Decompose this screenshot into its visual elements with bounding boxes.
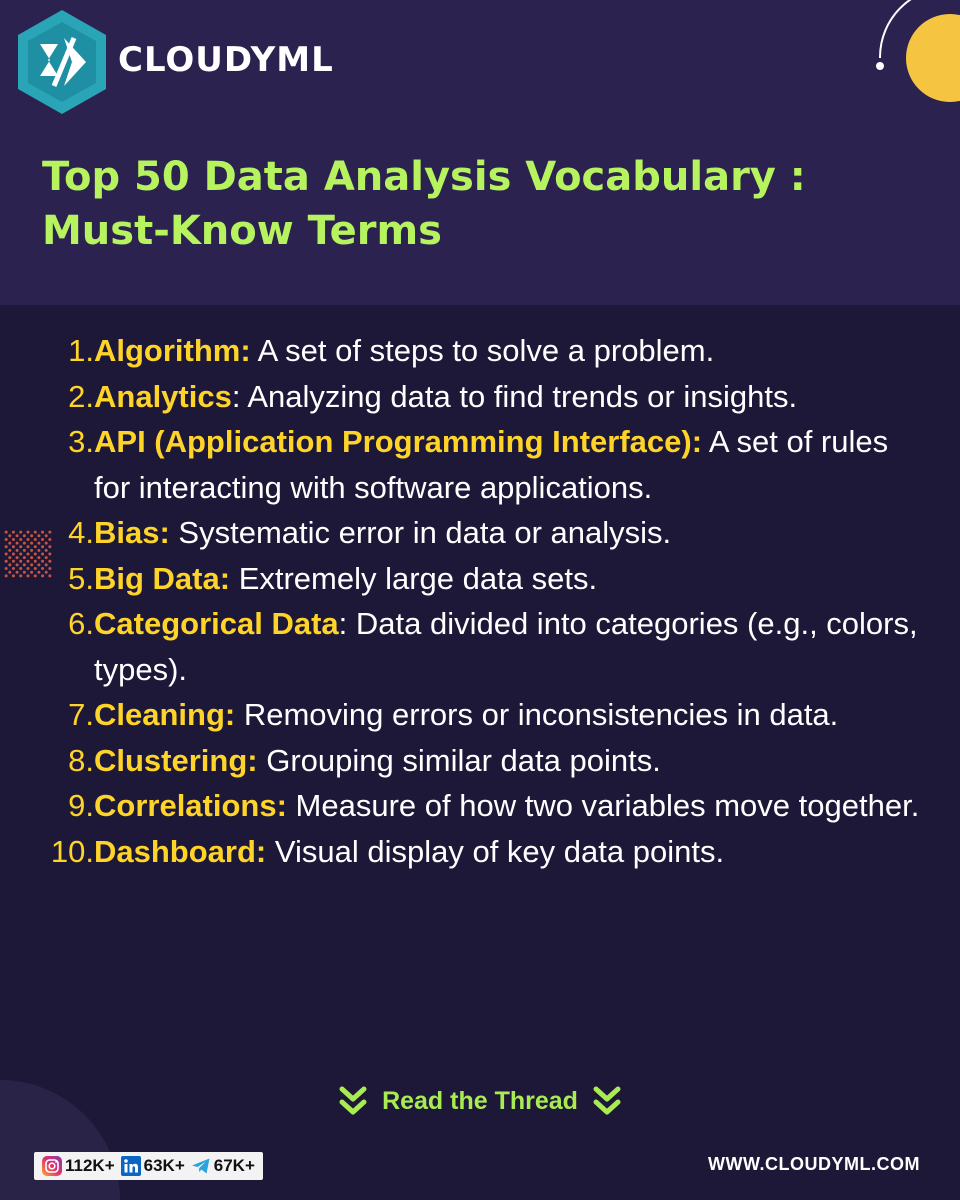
term-definition: : Data divided into categories (e.g., colors, types). — [94, 606, 918, 687]
instagram-stat[interactable] — [42, 1156, 115, 1176]
instagram-icon — [42, 1156, 62, 1176]
term-definition: Visual display of key data points. — [266, 833, 725, 869]
term-item — [30, 510, 930, 556]
website-url[interactable]: WWW.CLOUDYML.COM — [708, 1154, 920, 1174]
brand-name: CLOUDYML — [118, 40, 334, 80]
header-band — [0, 0, 960, 305]
telegram-icon — [191, 1156, 211, 1176]
term-item — [30, 829, 930, 875]
term-item — [30, 601, 930, 692]
term-item — [30, 783, 930, 829]
term-name: Cleaning: — [94, 697, 236, 732]
term-name: Analytics — [94, 378, 232, 414]
term-name: Categorical Data — [94, 606, 339, 641]
cloudyml-logo-icon — [14, 8, 110, 116]
term-number: 5. — [68, 560, 94, 596]
term-definition: Systematic error in data or analysis. — [169, 515, 672, 550]
title-line-1: Top 50 Data Analysis Vocabulary : — [42, 154, 806, 200]
term-item — [30, 738, 930, 784]
term-item — [30, 374, 930, 420]
linkedin-stat[interactable] — [121, 1156, 185, 1176]
term-item — [30, 692, 930, 738]
term-number: 8. — [68, 742, 94, 778]
social-stats-bar — [34, 1152, 263, 1180]
term-definition: A set of steps to solve a problem. — [250, 333, 715, 368]
term-number: 9. — [68, 788, 94, 823]
term-definition: A set of rules for interacting with software applications. — [94, 424, 889, 505]
double-chevron-down-icon — [592, 1085, 622, 1117]
term-definition: : Analyzing data to find trends or insights. — [231, 378, 798, 414]
telegram-count: 67K+ — [213, 1156, 255, 1175]
cta-label: Read the Thread — [382, 1086, 578, 1115]
read-thread-cta[interactable] — [0, 1085, 960, 1117]
term-number: 10. — [50, 833, 94, 869]
term-item — [30, 419, 930, 510]
double-chevron-down-icon — [338, 1085, 368, 1117]
term-name: Bias: — [94, 515, 170, 550]
term-name: Big Data: — [94, 560, 231, 596]
vocabulary-list — [30, 328, 930, 874]
instagram-count: 112K+ — [65, 1156, 115, 1175]
term-number: 1. — [68, 333, 94, 368]
linkedin-count: 63K+ — [143, 1156, 185, 1175]
term-definition: Extremely large data sets. — [230, 560, 598, 596]
term-name: Correlations: — [94, 788, 287, 823]
term-number: 4. — [68, 515, 94, 550]
term-name: API (Application Programming Interface): — [94, 424, 703, 459]
term-number: 7. — [68, 697, 94, 732]
term-name: Algorithm: — [94, 333, 251, 368]
term-number: 6. — [68, 606, 94, 641]
term-number: 2. — [68, 378, 94, 414]
term-definition: Removing errors or inconsistencies in data. — [235, 697, 839, 732]
corner-circle-decoration — [870, 0, 960, 130]
term-definition: Measure of how two variables move together. — [286, 788, 920, 823]
term-name: Dashboard: — [94, 833, 267, 869]
term-definition: Grouping similar data points. — [257, 742, 661, 778]
term-item — [30, 556, 930, 602]
term-number: 3. — [68, 424, 94, 459]
page-title — [42, 150, 942, 258]
term-name: Clustering: — [94, 742, 258, 778]
telegram-stat[interactable] — [191, 1156, 255, 1176]
term-item — [30, 328, 930, 374]
linkedin-icon — [121, 1156, 141, 1176]
title-line-2: Must-Know Terms — [42, 208, 442, 254]
